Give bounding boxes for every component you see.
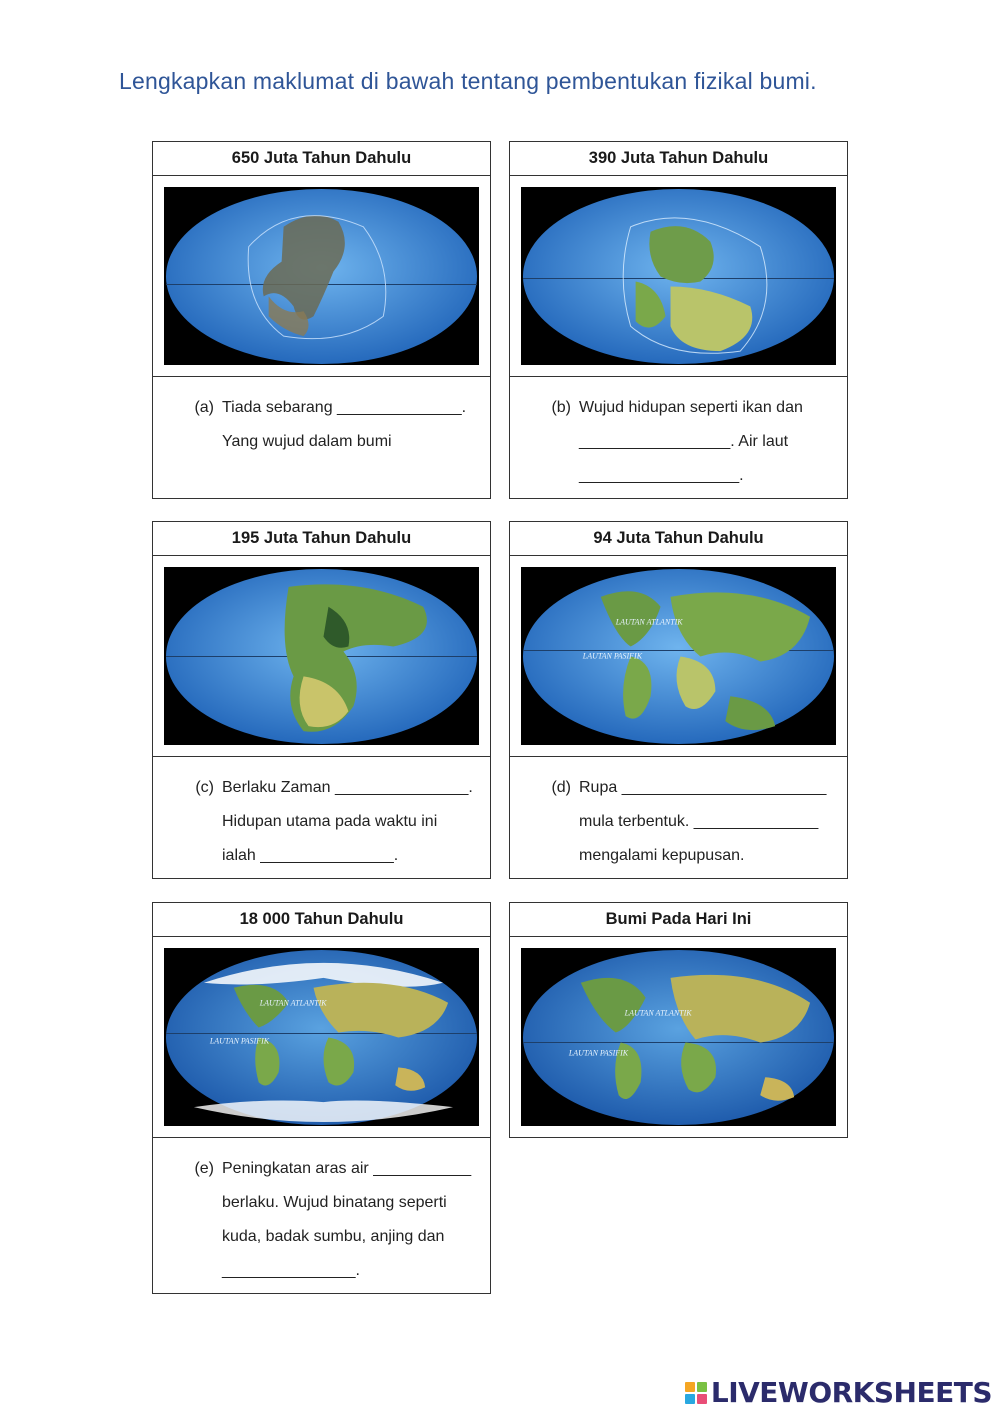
map-label: LAUTAN ATLANTIK xyxy=(259,998,327,1008)
map-label: LAUTAN PASIFIK xyxy=(568,1048,629,1058)
card-title: 94 Juta Tahun Dahulu xyxy=(510,522,847,556)
card-earth-today xyxy=(509,902,848,1138)
question-line: __________________. xyxy=(579,467,744,484)
question-line: Rupa _______________________ xyxy=(579,779,827,796)
question-line: _______________. xyxy=(222,1262,360,1279)
question-line: Hidupan utama pada waktu ini xyxy=(222,813,438,830)
map-cell xyxy=(510,176,847,377)
logo-mark-icon xyxy=(685,1382,707,1404)
question-line: Yang wujud dalam bumi xyxy=(222,433,392,450)
globe-map-390-image xyxy=(521,187,836,365)
globe-map-94-image xyxy=(521,567,836,745)
card-195-million-years xyxy=(152,521,491,879)
card-390-million-years xyxy=(509,141,848,499)
map-label: LAUTAN PASIFIK xyxy=(582,651,643,661)
svg-text:LAUTAN ATLANTIK xyxy=(615,618,684,627)
svg-text:LAUTAN PASIFIK xyxy=(582,651,643,660)
card-18000-years xyxy=(152,902,491,1294)
instruction-heading: Lengkapkan maklumat di bawah tentang pembentukan fizikal bumi. xyxy=(119,68,817,94)
card-title: 390 Juta Tahun Dahulu xyxy=(510,142,847,176)
question-c xyxy=(153,757,490,873)
question-letter: (a) xyxy=(194,399,214,416)
card-title: Bumi Pada Hari Ini xyxy=(510,903,847,937)
question-line: ialah _______________. xyxy=(222,847,399,864)
question-line: mengalami kepupusan. xyxy=(579,847,745,864)
question-b xyxy=(510,377,847,493)
logo-text: LIVEWORKSHEETS xyxy=(710,1376,992,1409)
map-cell xyxy=(153,176,490,377)
question-line: _________________. Air laut xyxy=(579,433,789,450)
question-letter: (d) xyxy=(551,779,571,796)
card-title: 650 Juta Tahun Dahulu xyxy=(153,142,490,176)
svg-text:LAUTAN ATLANTIK xyxy=(624,1009,693,1018)
globe-map-18000-image xyxy=(164,948,479,1126)
svg-text:LAUTAN PASIFIK xyxy=(209,1036,270,1045)
question-a xyxy=(153,377,490,459)
question-line: Berlaku Zaman _______________. xyxy=(222,779,473,796)
svg-text:LAUTAN PASIFIK xyxy=(568,1048,629,1057)
question-letter: (b) xyxy=(551,399,571,416)
card-94-million-years xyxy=(509,521,848,879)
map-label: LAUTAN ATLANTIK xyxy=(624,1008,692,1018)
question-e xyxy=(153,1138,490,1288)
question-line: berlaku. Wujud binatang seperti xyxy=(222,1194,447,1211)
map-label: LAUTAN ATLANTIK xyxy=(615,617,683,627)
card-title: 195 Juta Tahun Dahulu xyxy=(153,522,490,556)
map-cell xyxy=(510,556,847,757)
question-letter: (c) xyxy=(195,779,214,796)
globe-map-195-image xyxy=(164,567,479,745)
map-cell xyxy=(153,937,490,1138)
question-line: Peningkatan aras air ___________ xyxy=(222,1160,472,1177)
map-label: LAUTAN PASIFIK xyxy=(209,1036,270,1046)
map-cell xyxy=(510,937,847,1137)
liveworksheets-logo xyxy=(685,1376,992,1409)
card-title: 18 000 Tahun Dahulu xyxy=(153,903,490,937)
question-line: mula terbentuk. ______________ xyxy=(579,813,819,830)
card-650-million-years xyxy=(152,141,491,499)
globe-map-today-image xyxy=(521,948,836,1126)
question-line: Tiada sebarang ______________. xyxy=(222,399,467,416)
globe-map-650-image xyxy=(164,187,479,365)
question-line: kuda, badak sumbu, anjing dan xyxy=(222,1228,445,1245)
question-letter: (e) xyxy=(194,1160,214,1177)
question-d xyxy=(510,757,847,873)
svg-text:LAUTAN ATLANTIK xyxy=(259,999,328,1008)
question-line: Wujud hidupan seperti ikan dan xyxy=(579,399,803,416)
map-cell xyxy=(153,556,490,757)
